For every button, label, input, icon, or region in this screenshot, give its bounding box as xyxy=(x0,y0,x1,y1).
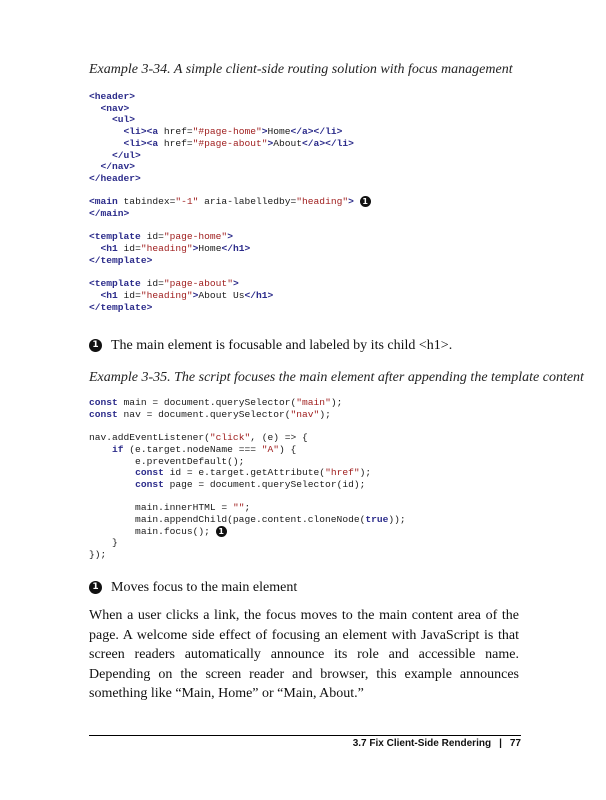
callout-marker-1: 1 xyxy=(360,196,371,207)
example-caption-3-35: Example 3-35. The script focuses the main element after appending the template content xyxy=(89,370,584,385)
callout-note-text: Moves focus to the main element xyxy=(111,580,298,595)
footer-divider xyxy=(89,735,521,736)
callout-marker-icon: 1 xyxy=(89,581,102,594)
body-paragraph: When a user clicks a link, the focus moves to the main content area of the page. A welcome side effect of focusing an element with JavaScript is that screen readers automatically announce its role and accessible name. Depending on the screen reader and browser, this example announces something like “Main, Home” or “Main, About.” xyxy=(89,608,519,701)
page-footer xyxy=(353,738,521,749)
callout-marker-icon: 1 xyxy=(89,339,102,352)
callout-note-text: The main element is focusable and labeled by its child <h1>. xyxy=(111,338,453,353)
footer-separator: | xyxy=(499,738,502,749)
page-number: 77 xyxy=(509,738,521,749)
callout-note-2 xyxy=(89,580,297,596)
example-caption-3-34: Example 3-34. A simple client-side routing solution with focus management xyxy=(89,62,513,77)
code-block-js-focus: const main = document.querySelector("main"); const nav = document.querySelector("nav"); nav.addEventListener("click", (e) => { if (e.target.nodeName === "A") { e.preventDefault(); const id = e.target.getAttribute("href"); const page = document.querySelector(id); main.innerHTML = ""; main.appendChild(page.content.cloneNode(true)); main.focus(); 1 } }); xyxy=(89,397,406,561)
callout-marker-1: 1 xyxy=(216,526,227,537)
code-block-html-routing: <header> <nav> <ul> <li><a href="#page-home">Home</a></li> <li><a href="#page-about">About</a></li> </ul> </nav> </header> <main tabindex="-1" aria-labelledby="heading"> 1 </main> <template id="page-home"> <h1 id="heading">Home</h1> </template> <template id="page-about"> <h1 id="heading">About Us</h1> </template> xyxy=(89,91,371,313)
footer-section-title: 3.7 Fix Client-Side Rendering xyxy=(352,738,492,749)
callout-note-1 xyxy=(89,338,452,354)
